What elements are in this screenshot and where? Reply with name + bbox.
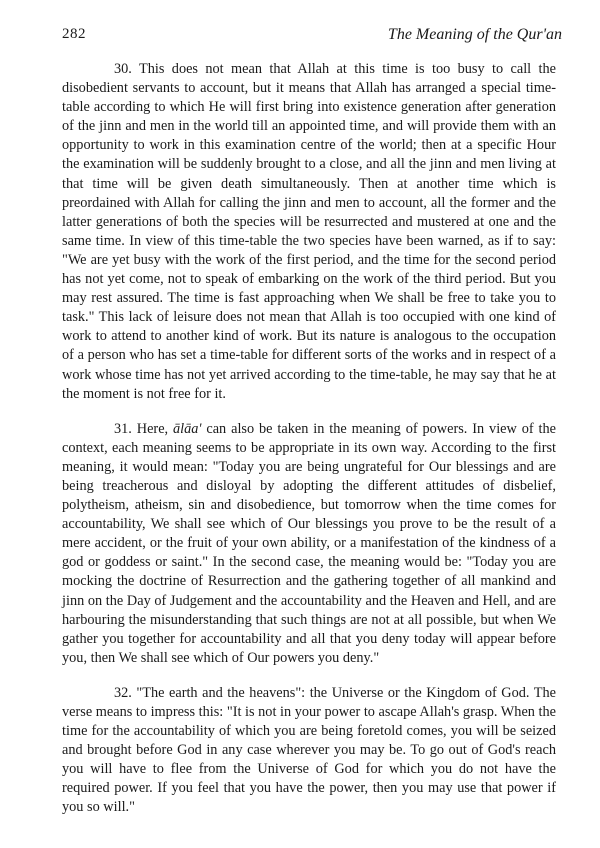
running-title: The Meaning of the Qur'an: [387, 26, 562, 43]
note-31-text: can also be taken in the meaning of powers. In view of the context, each meaning seems to be appropriate in its own way. According to the first meaning, it would mean: "Today you are being ungrateful for Our blessings and are being treacherous and disloyal by adopting the different attitudes of disbelief, polytheism, atheism, sin and disobedience, but tomorrow when the time comes for accountability, We shall see which of Our blessings you prove to be the result of a mere accident, or the fruit of your own ability, or a manifestation of the kindness of a god or goddess or saint." In the second case, the meaning would be: "Today you are mocking the doctrine of Resurrection and the gathering together of all mankind and jinn on the Day of Judgement and the accountability and the Heaven and Hell, and are harbouring the misunderstanding that such things are not at all possible, but when We gather you together for accountability and all that you deny today will appear before you, then We shall see which of Our powers you deny.": [62, 420, 556, 666]
note-32: 32. "The earth and the heavens": the Universe or the Kingdom of God. The verse means to impress this: "It is not in your power to ascape Allah's grasp. When the time for the accountability of which you are being foretold comes, you will be seized and brought before God in any case wherever you may be. To go out of God's reach you will have to flee from the Universe of God for which you do not have the required power. If you feel that you have the power, then you may use that power if you so will.": [62, 684, 556, 816]
page-number: 282: [62, 26, 86, 42]
note-30: 30. This does not mean that Allah at this time is too busy to call the disobedient servants to account, but it means that Allah has arranged a special time-table according to which He will first bring into existence generation after generation of the jinn and men in the world till an appointed time, and will provide them with an opportunity to work in this examination centre of the world; then at a specific Hour the examination will be suddenly brought to a close, and all the jinn and men living at that time will be given death simultaneously. Then at another time which is preordained with Allah for calling the jinn and men to account, all the former and the latter generations of both the species will be resurrected and mustered at one and the same time. In view of this time-table the two species have been warned, as if to say: "We are yet busy with the work of the first period, and the time for the second period has not yet come, not to speak of embarking on the work of the third period. But you may rest assured. The time is fast approaching when We shall be free to take you to task." This lack of leisure does not mean that Allah is too occupied with one kind of work to attend to another kind of work. But its nature is analogous to the occupation of a person who has set a time-table for different sorts of the works and in respect of a work whose time has not yet arrived according to the time-table, he may say that he at the moment is not free for it.: [62, 61, 556, 402]
note-31-term: ālāa': [173, 420, 202, 437]
note-31: [62, 420, 556, 668]
page-header: [62, 26, 562, 48]
page-body: [62, 60, 556, 818]
note-31-lead: 31. Here,: [114, 420, 173, 437]
